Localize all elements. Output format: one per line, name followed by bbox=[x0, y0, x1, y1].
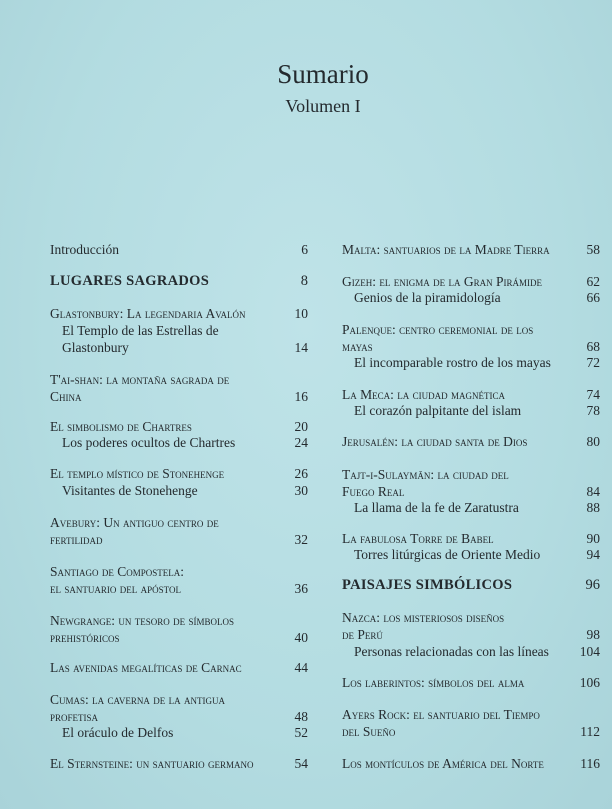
toc-entry-title: Cumas: la caverna de la antigua bbox=[50, 692, 225, 707]
toc-entry-title: Glastonbury: La legendaria Avalón bbox=[50, 306, 246, 321]
toc-page-number: 116 bbox=[580, 756, 600, 771]
toc-entry-title: Santiago de Compostela: bbox=[50, 564, 185, 579]
toc-entry-title: El simbolismo de Chartres bbox=[50, 419, 192, 434]
toc-entry-title: Nazca: los misteriosos diseños bbox=[342, 610, 505, 625]
toc-page-number: 24 bbox=[294, 435, 308, 450]
toc-page-number: 98 bbox=[586, 627, 600, 642]
toc-entry-title: Los laberintos: símbolos del alma bbox=[342, 675, 525, 690]
toc-entry-title: Newgrange: un tesoro de símbolos bbox=[50, 613, 234, 628]
toc-page-number: 32 bbox=[294, 532, 308, 547]
toc-page-number: 14 bbox=[294, 340, 308, 355]
toc-page-number: 10 bbox=[294, 306, 308, 321]
toc-page-number: 84 bbox=[586, 484, 600, 499]
toc-entry-title: Torres litúrgicas de Oriente Medio bbox=[354, 547, 541, 562]
toc-page-number: 48 bbox=[294, 709, 308, 724]
toc-entry-title: Los poderes ocultos de Chartres bbox=[62, 435, 236, 450]
toc-page-number: 66 bbox=[586, 290, 600, 305]
toc-page-number: 96 bbox=[585, 577, 600, 593]
toc-entry-title: El Sternsteine: un santuario germano bbox=[50, 756, 254, 771]
toc-entry-title: Introducción bbox=[50, 242, 119, 257]
toc-page-number: 78 bbox=[586, 403, 600, 418]
toc-entry-title: Gizeh: el enigma de la Gran Pirámide bbox=[342, 274, 542, 289]
section-heading: LUGARES SAGRADOS bbox=[50, 273, 210, 289]
section-heading: PAISAJES SIMBÓLICOS bbox=[342, 577, 513, 593]
toc-page-number: 68 bbox=[586, 339, 600, 354]
toc-entry-title: Fuego Real bbox=[342, 484, 405, 499]
toc-page-number: 106 bbox=[579, 675, 600, 690]
toc-page-number: 30 bbox=[294, 483, 308, 498]
toc-page-number: 36 bbox=[294, 581, 308, 596]
toc-entry-title: Avebury: Un antiguo centro de bbox=[50, 515, 219, 530]
toc-page-number: 58 bbox=[586, 242, 600, 257]
toc-page-number: 62 bbox=[586, 274, 600, 289]
toc-entry-title: El Templo de las Estrellas de bbox=[62, 323, 219, 338]
toc-entry-title: T'ai-shan: la montaña sagrada de bbox=[50, 372, 230, 387]
toc-entry-title: El oráculo de Delfos bbox=[62, 725, 174, 740]
toc-page-number: 80 bbox=[586, 434, 600, 449]
toc-page-number: 44 bbox=[294, 660, 308, 675]
toc-entry-title: El templo místico de Stonehenge bbox=[50, 466, 225, 481]
toc-entry-title: La llama de la fe de Zaratustra bbox=[354, 500, 519, 515]
page-title: Sumario bbox=[277, 59, 369, 89]
toc-entry-title: mayas bbox=[342, 339, 373, 354]
toc-page-number: 72 bbox=[586, 355, 600, 370]
toc-entry-title: fertilidad bbox=[50, 532, 103, 547]
toc-entry-title: Los montículos de América del Norte bbox=[342, 756, 544, 771]
toc-page-number: 94 bbox=[586, 547, 600, 562]
toc-entry-title: de Perú bbox=[342, 627, 383, 642]
toc-page-number: 8 bbox=[300, 273, 308, 289]
toc-page-number: 90 bbox=[586, 531, 600, 546]
toc-entry-title: prehistóricos bbox=[50, 630, 120, 645]
toc-page-number: 52 bbox=[294, 725, 308, 740]
toc-entry-title: Personas relacionadas con las líneas bbox=[354, 644, 549, 659]
toc-page-number: 104 bbox=[579, 644, 600, 659]
toc-page-number: 74 bbox=[586, 387, 600, 402]
toc-entry-title: La Meca: la ciudad magnética bbox=[342, 387, 505, 402]
toc-entry-title: Genios de la piramidología bbox=[354, 290, 501, 305]
toc-entry-title: Ayers Rock: el santuario del Tiempo bbox=[342, 707, 540, 722]
toc-entry-title: Tajt-i-Sulaymān: la ciudad del bbox=[342, 467, 509, 482]
toc-entry-title: Malta: santuarios de la Madre Tierra bbox=[342, 242, 550, 257]
toc-entry-title: el santuario del apóstol bbox=[50, 581, 181, 596]
toc-entry-title: Palenque: centro ceremonial de los bbox=[342, 322, 534, 337]
toc-page-number: 26 bbox=[294, 466, 308, 481]
toc-page-number: 112 bbox=[580, 724, 600, 739]
toc-entry-title: China bbox=[50, 389, 82, 404]
toc-entry-title: Glastonbury bbox=[62, 340, 129, 355]
toc-entry-title: Jerusalén: la ciudad santa de Dios bbox=[342, 434, 528, 449]
toc-entry-title: del Sueño bbox=[342, 724, 396, 739]
toc-entry-title: El incomparable rostro de los mayas bbox=[354, 355, 551, 370]
toc-page-number: 20 bbox=[294, 419, 308, 434]
toc-page-number: 54 bbox=[294, 756, 308, 771]
toc-entry-title: profetisa bbox=[50, 709, 99, 724]
toc-page-number: 6 bbox=[301, 242, 308, 257]
toc-page-number: 40 bbox=[294, 630, 308, 645]
toc-entry-title: Visitantes de Stonehenge bbox=[62, 483, 198, 498]
toc-page-number: 16 bbox=[294, 389, 308, 404]
toc-entry-title: La fabulosa Torre de Babel bbox=[342, 531, 494, 546]
toc-entry-title: Las avenidas megalíticas de Carnac bbox=[50, 660, 242, 675]
toc-entry-title: El corazón palpitante del islam bbox=[354, 403, 522, 418]
volume-subtitle: Volumen I bbox=[285, 96, 361, 116]
toc-page-number: 88 bbox=[586, 500, 600, 515]
